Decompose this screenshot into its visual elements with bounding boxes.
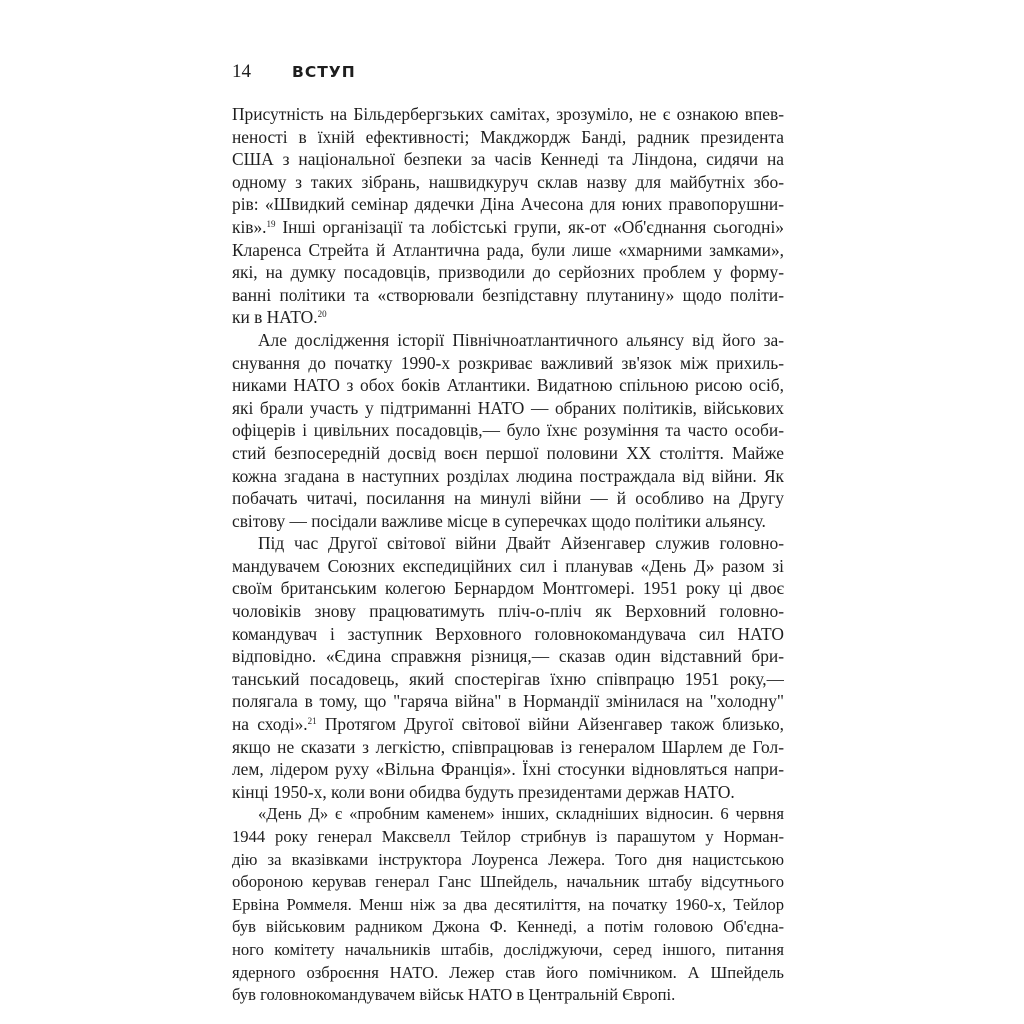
text-line: був військовим радником Джона Ф. Кеннеді, а потім головою Об'єдна- <box>232 917 784 937</box>
text-line: «День Д» є «пробним каменем» інших, складніших відносин. 6 червня <box>258 804 784 824</box>
text-line <box>232 306 784 329</box>
text-line: був головнокомандувачем військ НАТО в Центральній Європі. <box>232 985 676 1005</box>
text-line <box>232 216 784 239</box>
text-line: які брали участь у підтриманні НАТО — обраних політиків, військових <box>232 397 784 418</box>
body-text <box>232 103 784 1007</box>
text-line: світову — посідали важливе місце в суперечках щодо політики альянсу. <box>232 510 766 531</box>
text-segment: Інші організації та лобістські групи, як-от «Об'єднання сьогодні» <box>275 216 784 237</box>
footnote-marker: 21 <box>307 716 317 727</box>
text-segment: Протягом Другої світової війни Айзенгавер також близько, <box>316 714 784 735</box>
text-line <box>232 713 784 736</box>
text-line: які, на думку посадовців, призводили до серйозних проблем у форму- <box>232 262 784 283</box>
paragraph-4 <box>232 803 784 1006</box>
text-segment: ків». <box>232 216 267 237</box>
text-line: дію за вказівками інструктора Лоуренса Лежера. Того дня нацистською <box>232 849 784 869</box>
text-line: своїм британським колегою Бернардом Монтгомері. 1951 року ці двоє <box>232 578 784 599</box>
text-line: снування до початку 1990-х розкриває важливий зв'язок між прихиль- <box>232 352 784 373</box>
text-line: кінці 1950-х, коли вони обидва будуть президентами держав НАТО. <box>232 781 735 802</box>
text-line: никами НАТО з обох боків Атлантики. Видатною спільною рисою осіб, <box>232 375 784 396</box>
text-line: Кларенса Стрейта й Атлантична рада, були лише «хмарними замками», <box>232 239 784 260</box>
text-line: полягала в тому, що "гаряча війна" в Нормандії змінилася на "холодну" <box>232 691 784 712</box>
text-line: чоловіків знову працюватимуть пліч-о-пліч як Верховний головно- <box>232 601 784 622</box>
footnote-marker: 19 <box>266 218 276 229</box>
text-line: Але дослідження історії Північноатлантичного альянсу від його за- <box>258 329 784 350</box>
paragraph-3 <box>232 532 784 803</box>
paragraph-1 <box>232 103 784 329</box>
footnote-marker: 20 <box>317 309 327 320</box>
text-line: ного комітету начальників штабів, досліджуючи, серед іншого, питання <box>232 939 784 959</box>
text-line: танський посадовець, який спостерігав їхню співпрацю 1951 року,— <box>232 668 784 689</box>
text-line: обороною керував генерал Ганс Шпейдель, начальник штабу відсутнього <box>232 872 784 892</box>
text-line: одному з таких зібрань, нашвидкуруч склав назву для майбутніх збо- <box>232 171 784 192</box>
text-line: побачать читачі, посилання на минулі війни — й особливо на Другу <box>232 488 784 509</box>
text-line: ванні політики та «створювали безпідставну плутанину» щодо політи- <box>232 284 784 305</box>
running-header <box>232 61 356 85</box>
text-line: якщо не сказати з легкістю, співпрацював із генералом Шарлем де Гол- <box>232 736 784 757</box>
page-number: 14 <box>232 61 251 82</box>
text-segment: на сході». <box>232 714 308 735</box>
text-line: відповідно. «Єдина справжня різниця,— сказав один відставний бри- <box>232 646 784 667</box>
text-line: рів: «Швидкий семінар дядечки Діна Ачесона для юних правопорушни- <box>232 194 784 215</box>
text-line: Ервіна Роммеля. Менш ніж за два десятиліття, на початку 1960-х, Тейлор <box>232 894 784 914</box>
paragraph-2 <box>232 329 784 532</box>
text-line: Присутність на Більдербергзьких самітах, зрозуміло, не є ознакою впев- <box>232 104 784 124</box>
section-title: ВСТУП <box>292 63 356 81</box>
text-line: Під час Другої світової війни Двайт Айзенгавер служив головно- <box>258 533 784 554</box>
text-line: ядерного озброєння НАТО. Лежер став його помічником. А Шпейдель <box>232 962 784 982</box>
text-line: офіцерів і цивільних посадовців,— було їхнє розуміння та часто особи- <box>232 420 784 441</box>
text-line: неності в їхній ефективності; Макджордж Банді, радник президента <box>232 126 784 147</box>
text-line: стий безпосередній досвід воєн першої половини XX століття. Майже <box>232 442 784 463</box>
text-line: лем, лідером руху «Вільна Франція». Їхні стосунки відновляться напри- <box>232 759 784 780</box>
text-segment: ки в НАТО. <box>232 307 318 328</box>
text-line: мандувачем Союзних експедиційних сил і планував «День Д» разом зі <box>232 555 784 576</box>
text-line: командувач і заступник Верховного головнокомандувача сил НАТО <box>232 623 784 644</box>
text-line: США з національної безпеки за часів Кеннеді та Ліндона, сидячи на <box>232 149 784 170</box>
text-line: кожна згадана в наступних розділах людина постраждала від війни. Як <box>232 465 784 486</box>
text-line: 1944 року генерал Максвелл Тейлор стрибнув із парашутом у Норман- <box>232 827 784 846</box>
